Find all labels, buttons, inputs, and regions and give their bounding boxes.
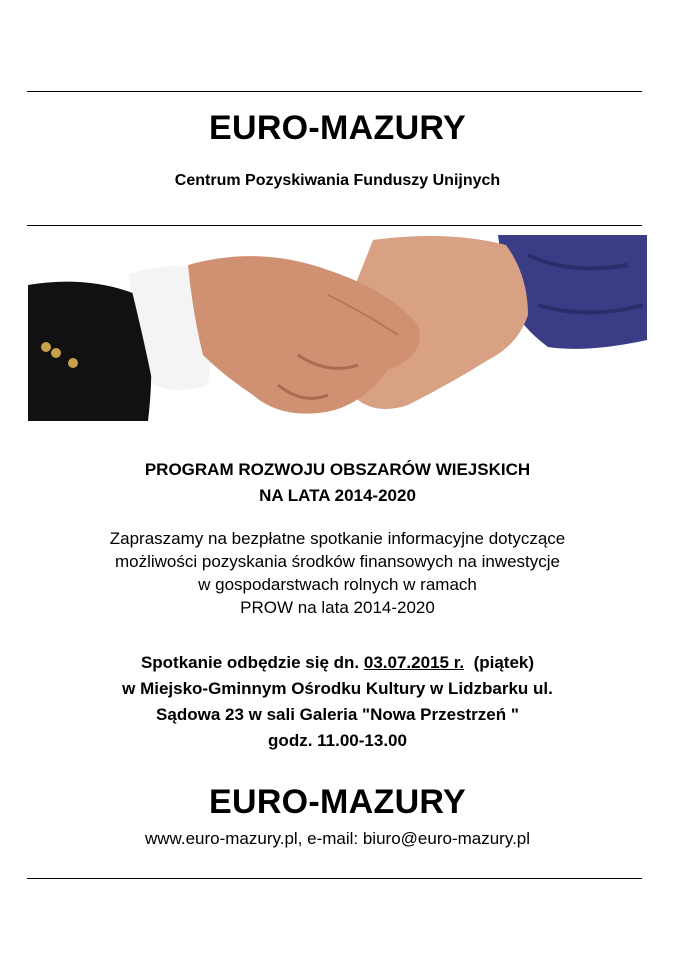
meeting-day: (piątek): [473, 653, 535, 672]
header-divider: [27, 225, 642, 226]
invitation-line-2: możliwości pozyskania środków finansowych na inwestycje: [114, 552, 561, 571]
invitation-text: [0, 527, 675, 619]
meeting-line-4: godz. 11.00-13.00: [268, 731, 407, 750]
top-divider: [27, 91, 642, 92]
meeting-line-3: Sądowa 23 w sali Galeria "Nowa Przestrzeń ": [156, 705, 519, 724]
invitation-line-1: Zapraszamy na bezpłatne spotkanie informacyjne dotyczące: [109, 529, 566, 548]
invitation-line-3: w gospodarstwach rolnych w ramach: [198, 575, 477, 594]
program-title: [0, 457, 675, 509]
meeting-details: [0, 650, 675, 754]
meeting-prefix: Spotkanie odbędzie się dn.: [140, 653, 360, 672]
header-subtitle: Centrum Pozyskiwania Funduszy Unijnych: [174, 172, 501, 189]
program-title-line-2: NA LATA 2014-2020: [259, 486, 416, 505]
invitation-line-4: PROW na lata 2014-2020: [240, 598, 435, 617]
meeting-line-1: [0, 650, 675, 676]
meeting-date: 03.07.2015 r.: [363, 653, 465, 672]
footer-contact: www.euro-mazury.pl, e-mail: biuro@euro-mazury.pl: [144, 829, 531, 848]
bottom-divider: [27, 878, 642, 879]
meeting-line-2: w Miejsko-Gminnym Ośrodku Kultury w Lidzbarku ul.: [122, 679, 553, 698]
header-brand: EURO-MAZURY: [208, 109, 467, 147]
program-title-line-1: PROGRAM ROZWOJU OBSZARÓW WIEJSKICH: [144, 460, 531, 479]
handshake-image: [28, 235, 647, 421]
footer-brand: EURO-MAZURY: [208, 783, 467, 821]
